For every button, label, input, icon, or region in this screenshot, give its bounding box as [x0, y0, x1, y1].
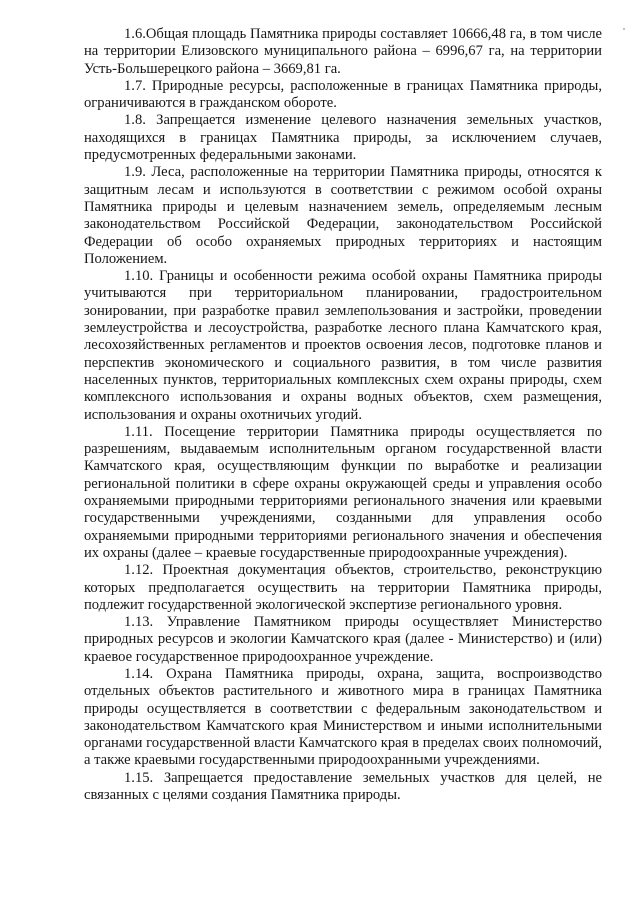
paragraph-1-11: 1.11. Посещение территории Памятника природы осуществляется по разрешениям, выдаваемым исполнительным органом государственной власти Камчатского края, осуществляющим функции по выработке и реализации региональной политики в сфере охраны окружающей среды и управления особо охраняемыми природными территориями регионального значения или краевыми государственными учреждениями, созданными для управления особо охраняемыми природными территориями регионального значения и обеспечения их охраны (далее – краевые государственные природоохранные учреждения). — [84, 423, 602, 561]
paragraph-1-6: 1.6.Общая площадь Памятника природы составляет 10666,48 га, в том числе на территории Елизовского муниципального района – 6996,67 га, на территории Усть-Большерецкого района – 3669,81 га. — [84, 26, 602, 77]
paragraph-1-10: 1.10. Границы и особенности режима особой охраны Памятника природы учитываются при территориальном планировании, градостроительном зонировании, при разработке правил землепользования и застройки, проведении землеустройства и лесоустройства, разработке лесного плана Камчатского края, лесохозяйственных регламентов и проектов освоения лесов, подготовке планов и перспектив экономического и социального развития, в том числе развития населенных пунктов, территориальных комплексных схем охраны природы, схем комплексного использования и охраны водных объектов, схем размещения, использования и охраны охотничьих угодий. — [84, 268, 602, 423]
paragraph-1-12: 1.12. Проектная документация объектов, строительство, реконструкцию которых предполагается осуществить на территории Памятника природы, подлежит государственной экологической экспертизе регионального уровня. — [84, 562, 602, 613]
scan-mark — [623, 28, 625, 30]
paragraph-1-15: 1.15. Запрещается предоставление земельных участков для целей, не связанных с целями создания Памятника природы. — [84, 769, 602, 804]
document-body — [84, 26, 602, 804]
paragraph-1-14: 1.14. Охрана Памятника природы, охрана, защита, воспроизводство отдельных объектов растительного и животного мира в границах Памятника природы осуществляется в соответствии с федеральным законодательством и законодательством Камчатского края Министерством и иными исполнительными органами государственной власти Камчатского края в пределах своих полномочий, а также краевыми государственными природоохранными учреждениями. — [84, 665, 602, 769]
paragraph-1-13: 1.13. Управление Памятником природы осуществляет Министерство природных ресурсов и экологии Камчатского края (далее - Министерство) и (или) краевое государственное природоохранное учреждение. — [84, 614, 602, 665]
paragraph-1-7: 1.7. Природные ресурсы, расположенные в границах Памятника природы, ограничиваются в гражданском обороте. — [84, 77, 602, 112]
paragraph-1-8: 1.8. Запрещается изменение целевого назначения земельных участков, находящихся в границах Памятника природы, за исключением случаев, предусмотренных федеральными законами. — [84, 112, 602, 164]
paragraph-1-9: 1.9. Леса, расположенные на территории Памятника природы, относятся к защитным лесам и используются в соответствии с режимом особой охраны Памятника природы и целевым назначением земель, определяемым лесным законодательством Российской Федерации, законодательством Российской Федерации об особо охраняемых природных территориях и настоящим Положением. — [84, 164, 602, 267]
